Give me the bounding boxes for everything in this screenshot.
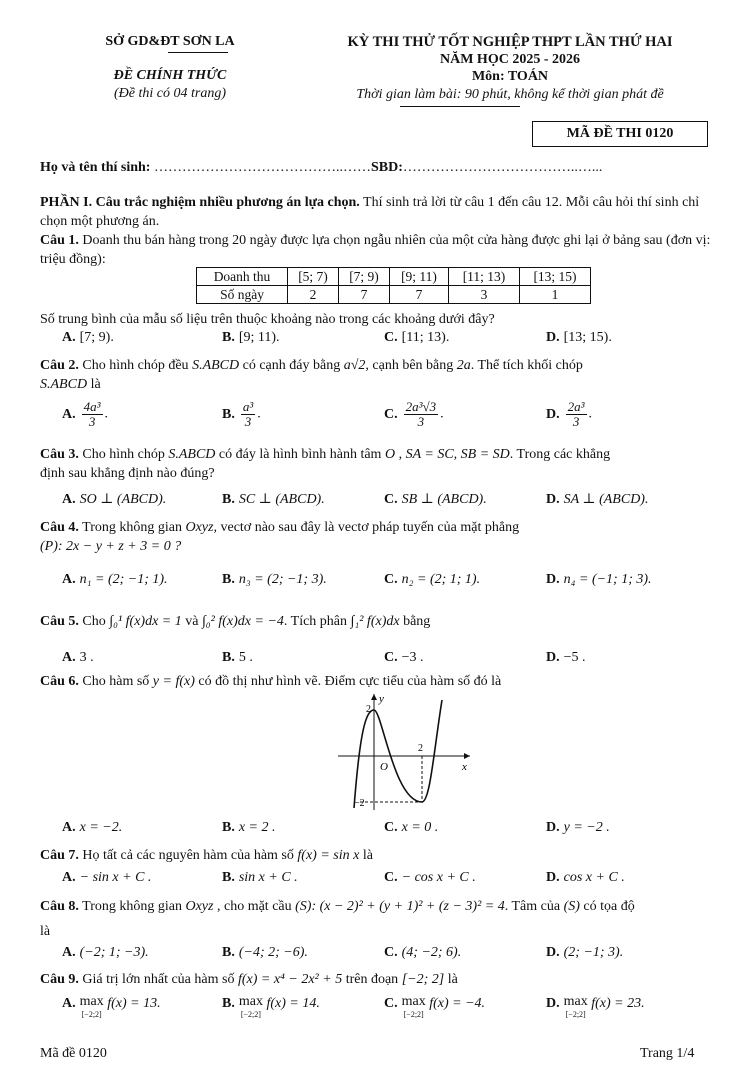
option-text: [9; 11). [238,330,280,345]
q5-text: . Tích phân [283,614,351,629]
time-note: Thời gian làm bài: 90 phút, không kể thời gian phát đề [356,87,664,102]
subject: Môn: TOÁN [471,69,549,84]
option-text: [11; 13). [401,330,450,345]
option-text: (4; −2; 6). [401,945,462,960]
q2-math: 2a [456,358,471,373]
q3-text: . Trong các khẳng [509,447,611,462]
q2-stem [40,356,720,394]
q2-option-c[interactable]: C. $\frac{\text{2a³√3}}{3}$ . [384,399,444,429]
max-operator: max [−2;2] [238,994,263,1019]
option-text: n₂ = (2; 1; 1). [401,572,481,587]
option-letter: A. [62,945,76,960]
option-letter: C. [384,406,398,422]
q7-text: Họ tất cả các nguyên hàm của hàm số [78,848,298,863]
q9-text: là [444,972,458,987]
option-text: (2; −1; 3). [563,945,624,960]
table-cell: 1 [520,286,591,304]
q4-option-b[interactable] [222,572,327,588]
q9-option-a[interactable] [62,996,161,1021]
q1-option-c[interactable] [384,330,449,346]
q5-math: ∫₁² f(x)dx [350,614,400,629]
option-letter: D. [546,820,560,835]
q8-text: Trong không gian [78,899,186,914]
option-letter: D. [546,945,560,960]
q4-option-c[interactable] [384,572,480,588]
q2-label: Câu 2. [40,358,79,373]
fraction: $\frac{\text{2a³}}{3}$ [567,399,585,429]
q2-math: a√2 [343,358,366,373]
q2-option-d[interactable]: D. $\frac{\text{2a³}}{3}$ . [546,399,593,429]
q1-option-a[interactable] [62,330,114,346]
max-operator: max [−2;2] [79,994,104,1019]
q9-stem [40,970,720,989]
option-text: sin x + C . [238,870,298,885]
q5-text: bằng [399,614,431,629]
q9-option-b[interactable] [222,996,320,1021]
fraction: $\frac{\text{a³}}{3}$ [242,399,254,429]
option-letter: B. [222,945,235,960]
name-dots[interactable]: …………………………………..…… [153,160,371,175]
q8-text: là [40,924,51,939]
option-text: n₄ = (−1; 1; 3). [563,572,652,587]
q2-option-b[interactable]: B. $\frac{\text{a³}}{3}$ . [222,399,261,429]
department-name: SỞ GD&ĐT SƠN LA [105,34,235,49]
q9-option-c[interactable] [384,996,485,1021]
q9-math: f(x) = x⁴ − 2x² + 5 [237,972,343,987]
option-text: SA ⊥ (ABCD). [563,492,649,507]
q8-math: (S) [563,899,580,914]
q7-label: Câu 7. [40,848,79,863]
q3-option-c[interactable] [384,491,487,508]
option-letter: C. [384,820,398,835]
exam-code: MÃ ĐỀ THI 0120 [566,126,674,141]
option-letter: C. [384,330,398,345]
table-row [197,286,591,304]
option-letter: C. [384,572,398,587]
q6-option-d[interactable] [546,820,610,836]
q5-option-b[interactable] [222,650,253,666]
q5-option-d[interactable] [546,650,586,666]
q5-stem [40,612,720,631]
q6-stem [40,672,720,691]
q7-option-c[interactable] [384,870,476,886]
option-letter: B. [222,650,235,665]
official-label: ĐỀ CHÍNH THỨC [113,68,227,83]
q3-option-a[interactable] [62,491,166,508]
option-letter: D. [546,650,560,665]
option-text: f(x) = 14. [266,996,320,1011]
q6-graph [330,690,480,815]
table-cell: [7; 9) [339,268,390,286]
page-count-note: (Đề thi có 04 trang) [114,86,226,101]
max-operator: max [−2;2] [401,994,426,1019]
y-tick-2: 2 [366,704,371,715]
option-letter: C. [384,945,398,960]
fraction: $\frac{\text{4a³}}{3}$ [83,399,101,429]
q1-stem [40,231,720,269]
q1-text: Doanh thu bán hàng trong 20 ngày được lựa chọn ngẫu nhiên của một cửa hàng được ghi lại ở bảng sau (đơn vị: triệu đồng): [40,233,711,267]
q4-math: (P): 2x − y + z + 3 = 0 ? [40,539,182,554]
option-letter: B. [222,492,235,507]
q3-math: SA = SC, SB = SD [405,447,510,462]
q5-label: Câu 5. [40,614,79,629]
option-letter: B. [222,820,235,835]
table-cell: Số ngày [197,286,288,304]
option-text: (−2; 1; −3). [79,945,149,960]
q8-option-c[interactable] [384,945,461,961]
option-letter: D. [546,330,560,345]
option-letter: C. [384,492,398,507]
q2-option-a[interactable]: A. $\frac{\text{4a³}}{3}$ . [62,399,109,429]
option-text: f(x) = 23. [591,996,645,1011]
q8-option-d[interactable] [546,945,623,961]
q2-text: là [87,377,101,392]
option-letter: A. [62,996,76,1011]
q3-text: định sau khẳng định nào đúng? [40,466,215,481]
q3-stem [40,445,720,483]
q4-option-d[interactable] [546,572,652,588]
q5-math: ∫₀² f(x)dx = −4 [201,614,284,629]
option-text: (−4; 2; −6). [238,945,308,960]
q5-option-a[interactable] [62,650,94,666]
q8-text: . Tâm của [504,899,564,914]
function-curve [354,700,442,808]
option-letter: A. [62,406,76,422]
option-letter: D. [546,406,560,422]
option-text: x = 2 . [238,820,276,835]
option-letter: D. [546,870,560,885]
option-letter: A. [62,820,76,835]
option-letter: C. [384,650,398,665]
footer-exam-code: Mã đề 0120 [40,1046,107,1061]
option-text: x = −2. [79,820,123,835]
q6-math: y = f(x) [152,674,195,689]
q7-stem [40,846,720,865]
q9-math: [−2; 2] [401,972,445,987]
underline-right [400,106,520,107]
option-text: n₃ = (2; −1; 3). [238,572,327,587]
q2-math: S.ABCD [40,377,88,392]
q8-math: (S): (x − 2)² + (y + 1)² + (z − 3)² = 4 [295,899,505,914]
footer-page-number: Trang 1/4 [640,1046,695,1061]
q3-option-d[interactable] [546,491,648,508]
q7-option-d[interactable] [546,870,625,886]
q4-stem [40,518,720,556]
school-year: NĂM HỌC 2025 - 2026 [440,52,580,67]
table-cell: [13; 15) [520,268,591,286]
option-letter: B. [222,330,235,345]
option-text: − cos x + C . [401,870,476,885]
q4-text: vectơ nào sau đây là vectơ pháp tuyến của mặt phẳng [216,520,520,535]
option-text: 3 . [79,650,94,665]
option-text: y = −2 . [563,820,610,835]
x-label: x [462,761,467,773]
y-label: y [379,693,384,705]
q6-label: Câu 6. [40,674,79,689]
q8-text: có tọa độ [579,899,635,914]
option-text: [7; 9). [79,330,114,345]
q4-option-a[interactable] [62,572,168,588]
option-letter: A. [62,492,76,507]
option-text: − sin x + C . [79,870,152,885]
max-operator: max [−2;2] [563,994,588,1019]
q2-math: S.ABCD [192,358,240,373]
option-letter: A. [62,870,76,885]
q3-text: Cho hình chóp [78,447,169,462]
table-cell: 2 [288,286,339,304]
option-letter: C. [384,870,398,885]
q6-text: có đồ thị như hình vẽ. Điểm cực tiểu của hàm số đó là [194,674,502,689]
q3-text: , [395,447,406,462]
table-row [197,268,591,286]
student-info-line [40,160,602,176]
sbd-label: SBD: [370,160,403,175]
q4-label: Câu 4. [40,520,79,535]
option-letter: A. [62,330,76,345]
q9-text: Giá trị lớn nhất của hàm số [78,972,238,987]
q4-math: Oxyz, [185,520,217,535]
part1-desc: Thí sinh trả lời từ câu 1 đến câu 12. Mỗi câu hỏi thí sinh chỉ chọn một phương án. [40,195,700,229]
option-text: 5 . [238,650,253,665]
option-text: [13; 15). [563,330,612,345]
part1-intro [40,193,720,231]
option-text: SC ⊥ (ABCD). [238,492,325,507]
q3-option-b[interactable] [222,491,325,508]
underline-left [168,52,228,53]
exam-code-box [532,121,708,147]
option-text: SB ⊥ (ABCD). [401,492,487,507]
table-cell: Doanh thu [197,268,288,286]
q5-text: Cho [78,614,110,629]
q8-text: , cho mặt cầu [213,899,296,914]
q5-math: ∫₀¹ f(x)dx = 1 [109,614,182,629]
q2-text: Cho hình chóp đều [78,358,193,373]
table-cell: 7 [390,286,449,304]
option-letter: B. [222,996,235,1011]
option-text: −3 . [401,650,424,665]
table-cell: [5; 7) [288,268,339,286]
sbd-dots[interactable]: ………………………………..…... [402,160,603,175]
q3-label: Câu 3. [40,447,79,462]
q1-option-d[interactable] [546,330,612,346]
q1-question: Số trung bình của mẫu số liệu trên thuộc khoảng nào trong các khoảng dưới đây? [40,312,495,327]
q6-option-c[interactable] [384,820,438,836]
q5-option-c[interactable] [384,650,424,666]
option-letter: B. [222,406,235,422]
table-cell: [9; 11) [390,268,449,286]
q7-text: là [359,848,373,863]
option-letter: B. [222,870,235,885]
name-label: Họ và tên thí sinh: [40,160,154,175]
q4-text: Trong không gian [78,520,186,535]
table-cell: 7 [339,286,390,304]
q8-label: Câu 8. [40,899,79,914]
option-text: x = 0 . [401,820,439,835]
option-text: f(x) = −4. [429,996,486,1011]
option-letter: B. [222,572,235,587]
q8-option-a[interactable] [62,945,149,961]
q7-math: f(x) = sin x [297,848,360,863]
origin-label: O [380,761,388,773]
q8-math: Oxyz [185,899,214,914]
option-letter: D. [546,492,560,507]
q9-text: trên đoạn [342,972,402,987]
q1-table [196,267,591,304]
option-text: f(x) = 13. [107,996,161,1011]
fraction: $\frac{\text{2a³√3}}{3}$ [405,399,437,429]
y-tick-minus-2: −2 [354,798,365,809]
q2-text: có cạnh đáy bằng [239,358,344,373]
option-letter: D. [546,996,560,1011]
option-text: n₁ = (2; −1; 1). [79,572,168,587]
q1-option-b[interactable] [222,330,280,346]
q3-math: S.ABCD [168,447,216,462]
exam-title: KỲ THI THỬ TỐT NGHIỆP THPT LẦN THỨ HAI [347,34,673,50]
q6-text: Cho hàm số [78,674,153,689]
q7-option-a[interactable] [62,870,151,886]
q6-option-a[interactable] [62,820,122,836]
x-tick-2: 2 [418,743,423,754]
q7-option-b[interactable] [222,870,298,886]
q2-text: , cạnh bên bằng [365,358,457,373]
q5-text: và [181,614,202,629]
q2-text: . Thể tích khối chóp [470,358,583,373]
table-cell: [11; 13) [449,268,520,286]
option-text: cos x + C . [563,870,625,885]
q1-label: Câu 1. [40,233,79,248]
table-cell: 3 [449,286,520,304]
part1-title: PHẦN I. Câu trắc nghiệm nhiều phương án lựa chọn. [40,195,360,210]
q8-stem [40,897,720,941]
option-letter: D. [546,572,560,587]
option-text: −5 . [563,650,586,665]
q8-option-b[interactable] [222,945,308,961]
option-letter: A. [62,650,76,665]
q9-label: Câu 9. [40,972,79,987]
q6-option-b[interactable] [222,820,276,836]
option-text: SO ⊥ (ABCD). [79,492,167,507]
q9-option-d[interactable] [546,996,645,1021]
option-letter: C. [384,996,398,1011]
q3-text: có đáy là hình bình hành tâm [215,447,385,462]
option-letter: A. [62,572,76,587]
q3-math: O [384,447,396,462]
